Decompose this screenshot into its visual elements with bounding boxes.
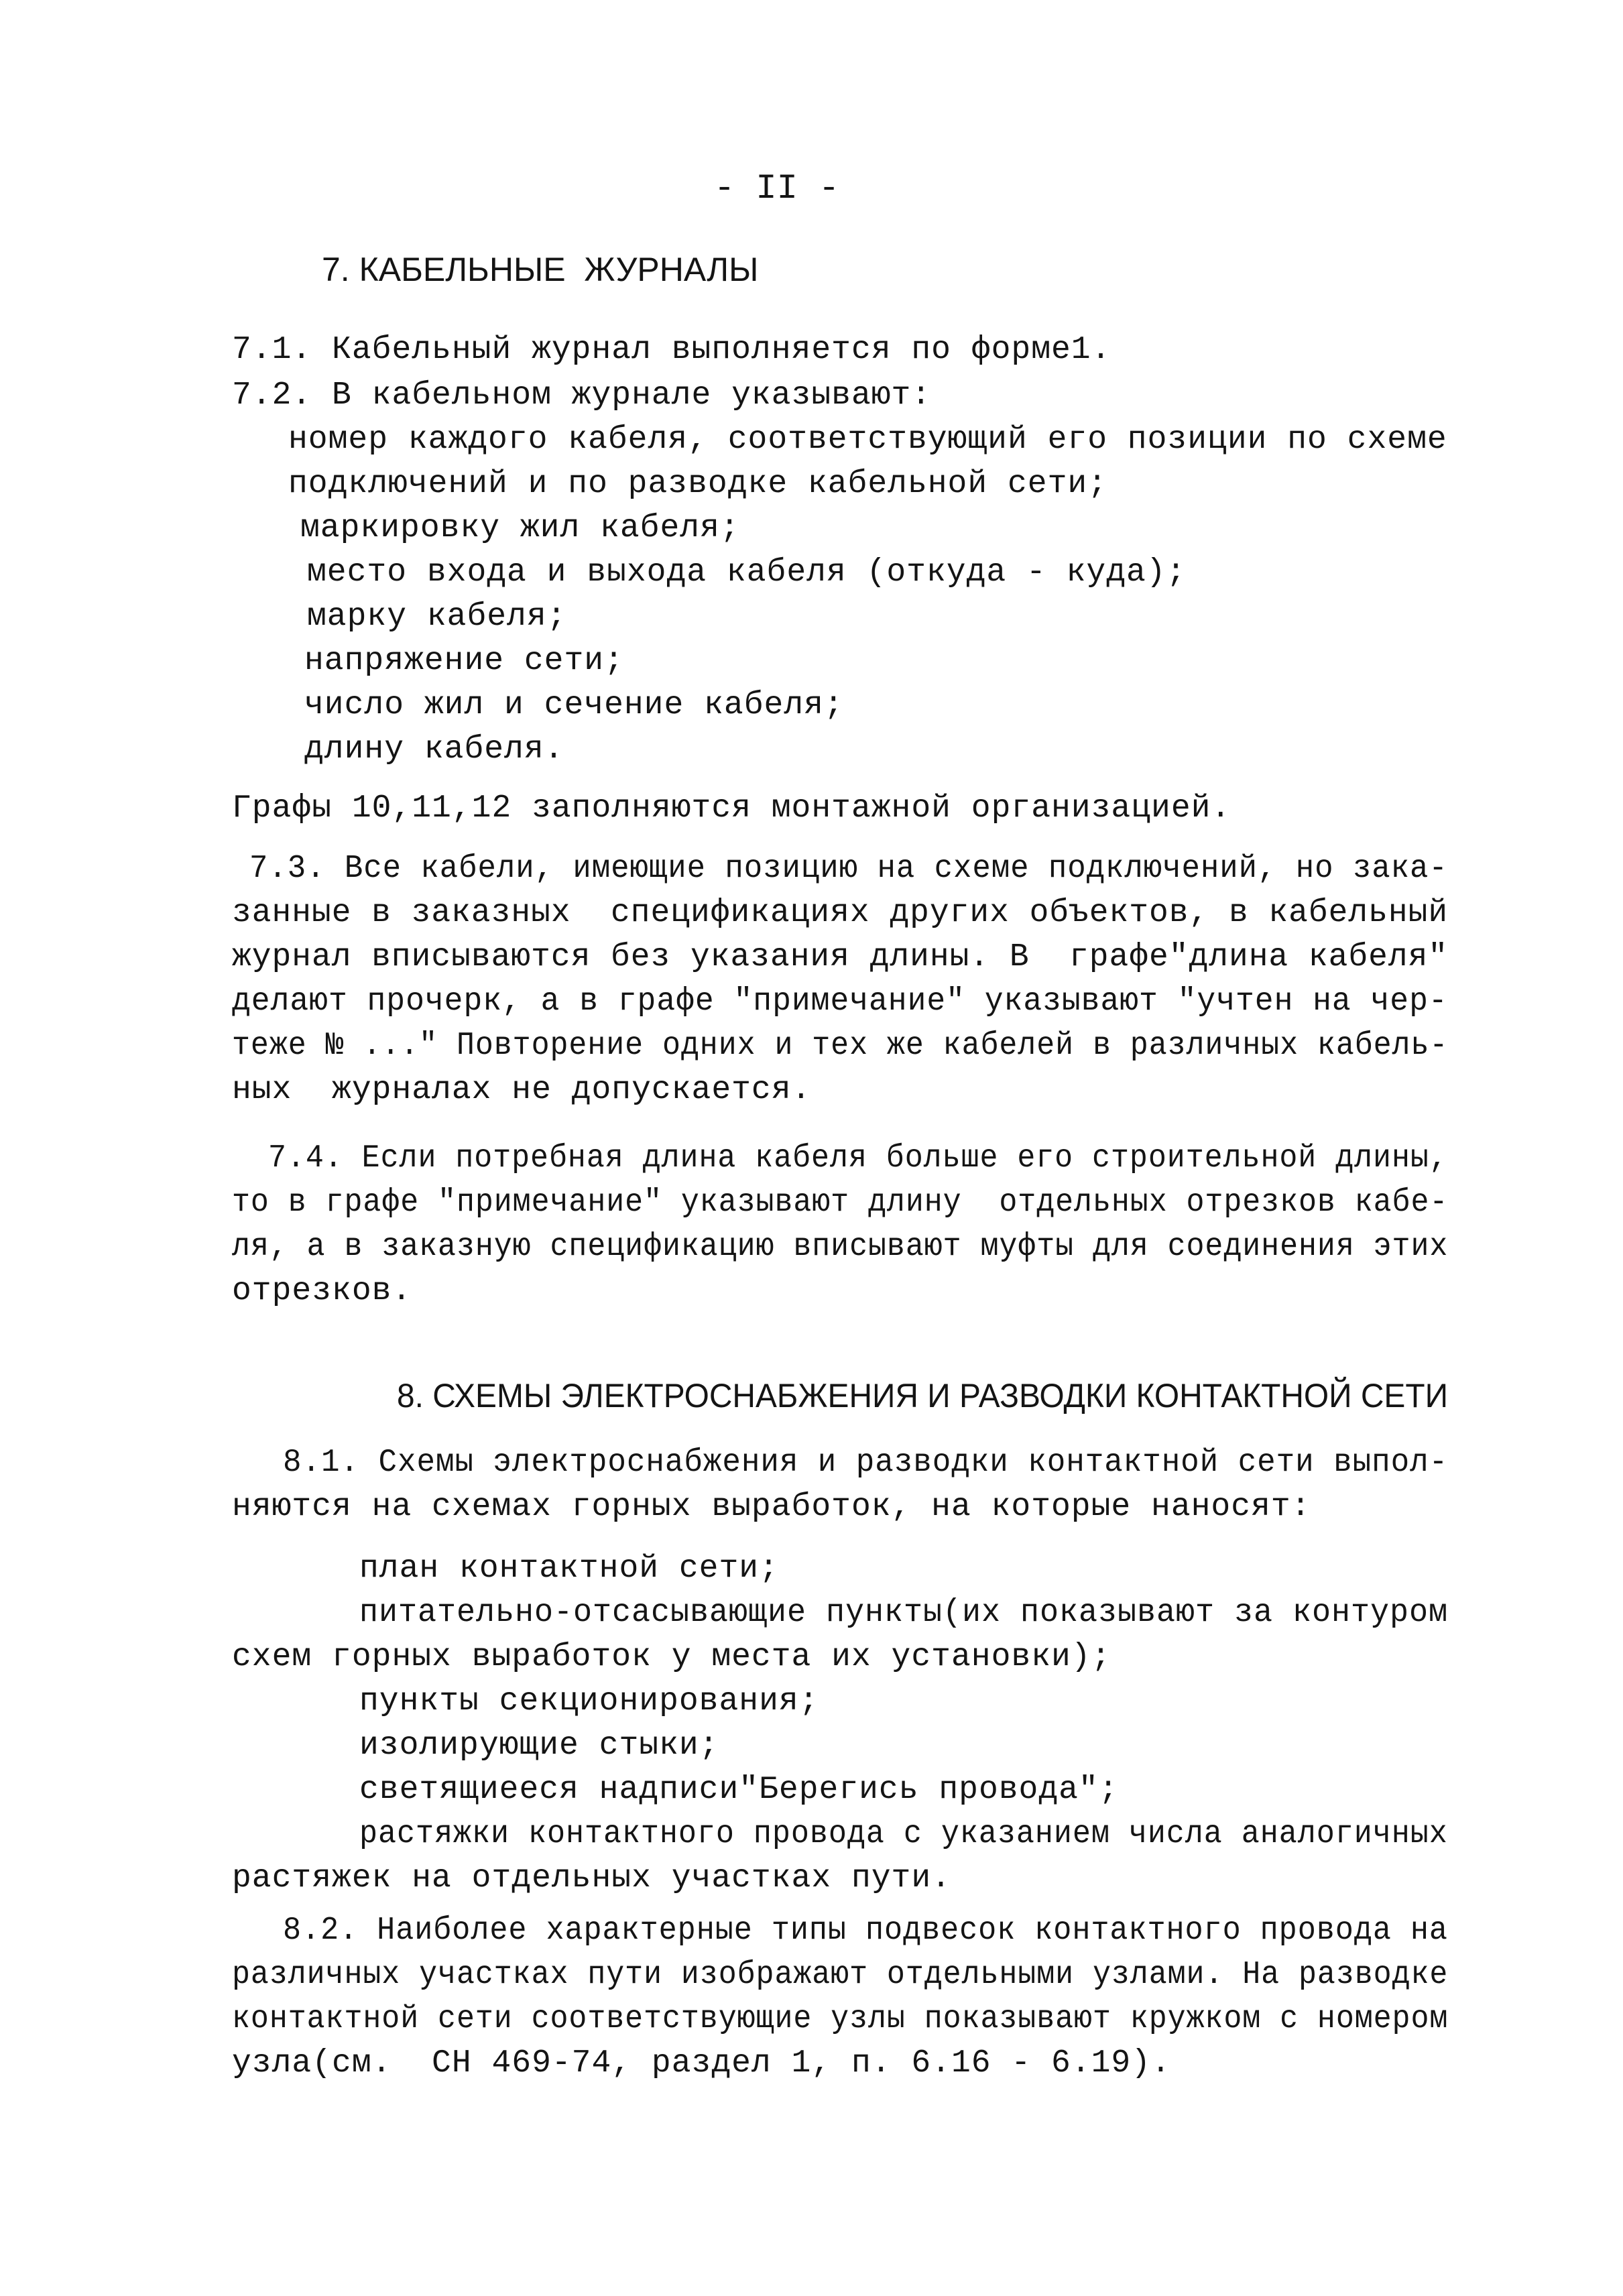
list-item: марку кабеля;: [307, 599, 567, 635]
paragraph-7-3-line: занные в заказных спецификациях других объектов, в кабельный: [232, 895, 1449, 931]
paragraph-8-2-line: узла(см. СН 469-74, раздел 1, п. 6.16 - 6.19).: [232, 2045, 1171, 2081]
paragraph-8-2-line: различных участках пути изображают отдельными узлами. На разводке: [232, 1957, 1449, 1993]
list-item: число жил и сечение кабеля;: [304, 687, 844, 723]
section-7-heading: 7. КАБЕЛЬНЫЕ ЖУРНАЛЫ: [322, 251, 759, 288]
paragraph-7-4-line: ля, а в заказную спецификацию вписывают муфты для соединения этих: [232, 1229, 1449, 1265]
paragraph-7-2: 7.2. В кабельном журнале указывают:: [232, 377, 932, 414]
list-item: изолирующие стыки;: [359, 1728, 719, 1764]
grafy-note: Графы 10,11,12 заполняются монтажной организацией.: [232, 790, 1231, 827]
list-item: пункты секционирования;: [359, 1683, 819, 1719]
paragraph-7-1: 7.1. Кабельный журнал выполняется по форме1.: [232, 332, 1111, 368]
list-item: растяжки контактного провода с указанием числа аналогичных: [359, 1816, 1448, 1852]
paragraph-8-2-line: 8.2. Наиболее характерные типы подвесок контактного провода на: [283, 1913, 1448, 1949]
list-item: план контактной сети;: [359, 1551, 779, 1587]
list-item: светящиееся надписи"Берегись провода";: [359, 1772, 1119, 1808]
list-item: номер каждого кабеля, соответствующий его позиции по схеме: [288, 422, 1447, 458]
paragraph-8-1-line: няются на схемах горных выработок, на которые наносят:: [232, 1489, 1311, 1525]
list-item: питательно-отсасывающие пункты(их показывают за контуром: [359, 1595, 1448, 1631]
paragraph-7-3-line: делают прочерк, а в графе "примечание" указывают "учтен на чер-: [232, 983, 1448, 1020]
paragraph-7-4-line: 7.4. Если потребная длина кабеля больше его строительной длины,: [268, 1140, 1448, 1176]
list-item: подключений и по разводке кабельной сети;: [288, 466, 1107, 502]
paragraph-7-3-line: теже № ..." Повторение одних и тех же кабелей в различных кабель-: [232, 1028, 1449, 1064]
paragraph-8-1-line: 8.1. Схемы электроснабжения и разводки контактной сети выпол-: [283, 1445, 1449, 1481]
section-8-heading: 8. СХЕМЫ ЭЛЕКТРОСНАБЖЕНИЯ И РАЗВОДКИ КОНТАКТНОЙ СЕТИ: [397, 1377, 1449, 1414]
list-item: растяжек на отдельных участках пути.: [232, 1860, 951, 1896]
list-item: длину кабеля.: [304, 731, 564, 768]
paragraph-7-3-line: журнал вписываются без указания длины. В графе"длина кабеля": [232, 939, 1449, 975]
paragraph-7-3-line: ных журналах не допускается.: [232, 1072, 812, 1108]
paragraph-7-4-line: отрезков.: [232, 1273, 412, 1309]
list-item: маркировку жил кабеля;: [300, 510, 740, 546]
list-item: напряжение сети;: [304, 643, 624, 679]
list-item: место входа и выхода кабеля (откуда - куда);: [307, 554, 1187, 591]
paragraph-7-4-line: то в графе "примечание" указывают длину отдельных отрезков кабе-: [232, 1185, 1449, 1221]
page-number: - II -: [714, 169, 840, 208]
paragraph-7-3-line: 7.3. Все кабели, имеющие позицию на схеме подключений, но зака-: [249, 851, 1448, 887]
paragraph-8-2-line: контактной сети соответствующие узлы показывают кружком с номером: [232, 2001, 1449, 2037]
list-item: схем горных выработок у места их установки);: [232, 1639, 1111, 1675]
